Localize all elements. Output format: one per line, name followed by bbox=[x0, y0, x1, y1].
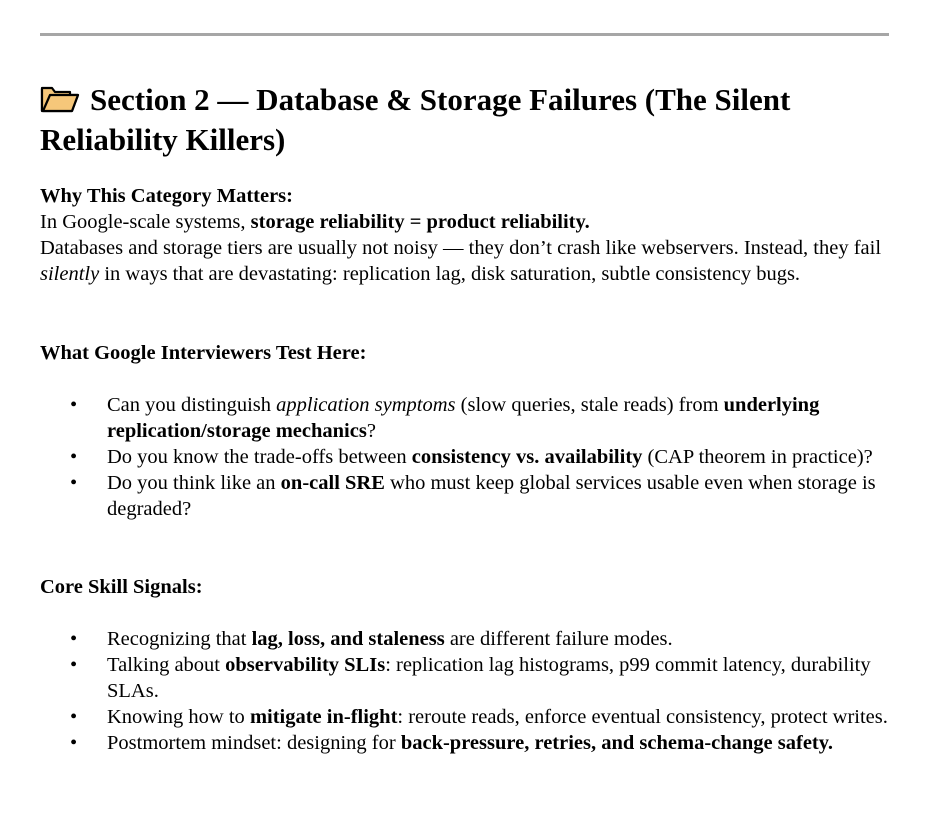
why-line-2 bbox=[40, 235, 900, 287]
item-text: Can you distinguish bbox=[107, 394, 277, 416]
list-item bbox=[40, 626, 900, 652]
why-line-2-italic: silently bbox=[40, 263, 100, 285]
bullet-icon: • bbox=[70, 446, 78, 468]
core-list bbox=[40, 626, 900, 756]
what-list bbox=[40, 392, 900, 522]
item-bold: underlying replication/storage mechanics bbox=[107, 394, 820, 442]
list-item bbox=[40, 444, 900, 470]
item-bold: consistency vs. availability bbox=[411, 446, 643, 468]
item-bold: lag, loss, and staleness bbox=[251, 628, 445, 650]
page-title-text: Section 2 — Database & Storage Failures (The Silent Reliability Killers) bbox=[40, 82, 791, 157]
why-line-1-bold: storage reliability = product reliability. bbox=[250, 211, 590, 233]
list-item bbox=[40, 704, 900, 730]
item-bold: observability SLIs bbox=[225, 654, 386, 676]
why-line-2-text: Databases and storage tiers are usually not noisy — they don’t crash like webservers. Instead, they fail bbox=[40, 237, 882, 259]
bullet-icon: • bbox=[70, 654, 78, 676]
why-heading: Why This Category Matters: bbox=[40, 185, 293, 207]
item-text: who must keep global services usable even when storage is degraded? bbox=[107, 472, 876, 520]
core-section-heading-block bbox=[40, 574, 900, 600]
page-title bbox=[40, 80, 900, 160]
item-italic: application symptoms bbox=[276, 394, 456, 416]
bullet-icon: • bbox=[70, 472, 78, 494]
bullet-icon: • bbox=[70, 732, 78, 754]
item-text: ? bbox=[366, 420, 376, 442]
bullet-icon: • bbox=[70, 706, 78, 728]
item-text: Recognizing that bbox=[107, 628, 252, 650]
item-bold: back-pressure, retries, and schema-change safety. bbox=[400, 732, 833, 754]
list-item bbox=[40, 730, 900, 756]
item-bold: on-call SRE bbox=[280, 472, 385, 494]
why-line-1 bbox=[40, 209, 900, 235]
list-item bbox=[40, 652, 900, 704]
core-heading: Core Skill Signals: bbox=[40, 576, 203, 598]
item-text: Do you know the trade-offs between bbox=[107, 446, 412, 468]
item-text: (slow queries, stale reads) from bbox=[455, 394, 724, 416]
why-line-1-text: In Google-scale systems, bbox=[40, 211, 251, 233]
item-text: Knowing how to bbox=[107, 706, 250, 728]
list-item bbox=[40, 392, 900, 444]
item-text: : replication lag histograms, p99 commit latency, durability SLAs. bbox=[107, 654, 871, 702]
bullet-icon: • bbox=[70, 394, 78, 416]
top-divider bbox=[40, 33, 889, 36]
open-folder-icon bbox=[40, 84, 80, 114]
why-line-2-tail: in ways that are devastating: replication lag, disk saturation, subtle consistency bugs. bbox=[99, 263, 801, 285]
item-text: Postmortem mindset: designing for bbox=[107, 732, 401, 754]
bullet-icon: • bbox=[70, 628, 78, 650]
item-text: Do you think like an bbox=[107, 472, 281, 494]
what-section-heading-block bbox=[40, 340, 900, 366]
list-item bbox=[40, 470, 900, 522]
item-text: (CAP theorem in practice)? bbox=[642, 446, 873, 468]
item-bold: mitigate in-flight bbox=[249, 706, 398, 728]
item-text: are different failure modes. bbox=[444, 628, 673, 650]
item-text: : reroute reads, enforce eventual consistency, protect writes. bbox=[397, 706, 888, 728]
why-section bbox=[40, 183, 900, 287]
item-text: Talking about bbox=[107, 654, 226, 676]
what-heading: What Google Interviewers Test Here: bbox=[40, 342, 367, 364]
